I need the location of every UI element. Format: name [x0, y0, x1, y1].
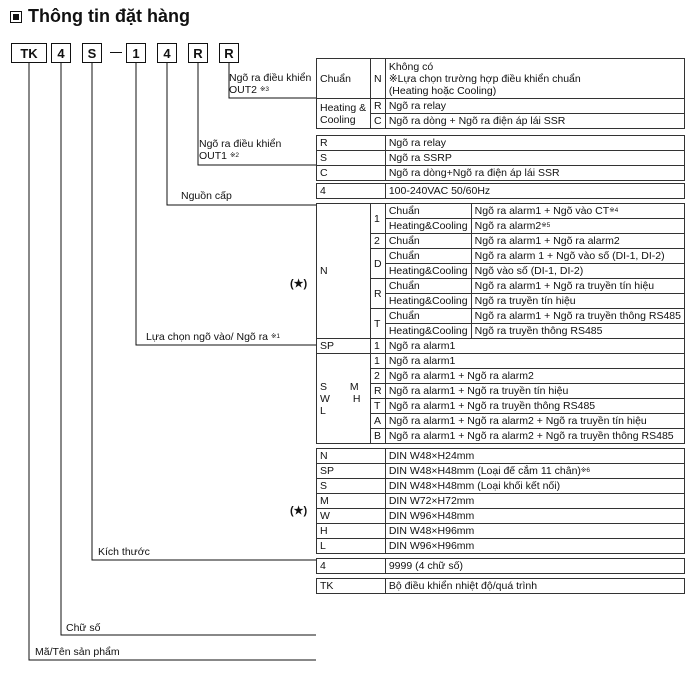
out2-c-code: C	[370, 114, 385, 129]
out2-r-desc: Ngõ ra relay	[385, 99, 684, 114]
power-desc: 100-240VAC 50/60Hz	[385, 184, 684, 199]
table-row	[317, 249, 685, 264]
table-row	[317, 399, 685, 414]
star-marker-io: (★)	[290, 278, 308, 290]
out1-code: R	[317, 136, 386, 151]
table-row	[317, 429, 685, 444]
size-desc: DIN W48×H48mm (Loại đế cắm 11 chân)$^{※6}$	[385, 464, 684, 479]
out1-desc: Ngõ ra SSRP	[385, 151, 684, 166]
table-row	[317, 509, 685, 524]
io-n-std: Chuẩn	[385, 204, 471, 219]
table-row	[317, 234, 685, 249]
table-row	[317, 99, 685, 114]
io-s-code: T	[370, 399, 385, 414]
io-n-std: Chuẩn	[385, 234, 471, 249]
io-s-desc: Ngõ ra alarm1 + Ngõ ra truyền tín hiệu	[385, 384, 684, 399]
out2-c-desc: Ngõ ra dòng + Ngõ ra điện áp lái SSR	[385, 114, 684, 129]
label-io: Lựa chọn ngõ vào/ Ngõ ra $^{※1}$	[146, 331, 281, 343]
io-group-smwhl: S M W H L	[317, 354, 371, 444]
size-desc: DIN W48×H96mm	[385, 524, 684, 539]
io-n-code: 2	[370, 234, 385, 249]
star-marker-size: (★)	[290, 505, 308, 517]
io-n-hc: Heating&Cooling	[385, 264, 471, 279]
io-s-desc: Ngõ ra alarm1 + Ngõ ra alarm2	[385, 369, 684, 384]
io-n-hc-desc: Ngõ ra truyền tín hiệu	[471, 294, 684, 309]
out2-r-code: R	[370, 99, 385, 114]
code-box-size: S	[82, 43, 102, 63]
io-s-desc: Ngõ ra alarm1 + Ngõ ra truyền thông RS485	[385, 399, 684, 414]
table-row	[317, 279, 685, 294]
io-n-hc-desc: Ngõ vào số (DI-1, DI-2)	[471, 264, 684, 279]
table-row	[317, 414, 685, 429]
io-group-sp: SP	[317, 339, 371, 354]
out1-desc: Ngõ ra relay	[385, 136, 684, 151]
size-code: H	[317, 524, 386, 539]
table-row	[317, 494, 685, 509]
size-code: M	[317, 494, 386, 509]
leader-io	[136, 63, 316, 345]
code-box-model: TK	[11, 43, 47, 63]
size-code: S	[317, 479, 386, 494]
table-row	[317, 204, 685, 219]
label-out2: Ngõ ra điều khiển OUT2 $^{※3}$	[229, 72, 312, 96]
table-row	[317, 449, 685, 464]
label-model: Mã/Tên sản phẩm	[35, 646, 120, 658]
out2-n-desc: Không có ※Lựa chọn trường hợp điều khiển chuẩn (Heating hoặc Cooling)	[385, 59, 684, 99]
model-code: TK	[317, 579, 386, 594]
model-desc: Bộ điều khiển nhiệt độ/quá trình	[385, 579, 684, 594]
io-n-std-desc: Ngõ ra alarm1 + Ngõ vào CT$^{※4}$	[471, 204, 684, 219]
label-out1: Ngõ ra điều khiển OUT1 $^{※2}$	[199, 138, 282, 162]
io-sp-desc: Ngõ ra alarm1	[385, 339, 684, 354]
io-s-code: R	[370, 384, 385, 399]
size-desc: DIN W48×H24mm	[385, 449, 684, 464]
size-code: L	[317, 539, 386, 554]
io-s-code: A	[370, 414, 385, 429]
code-box-io: 1	[126, 43, 146, 63]
io-n-hc-desc: Ngõ ra truyền thông RS485	[471, 324, 684, 339]
table-row	[317, 151, 685, 166]
label-power: Nguồn cấp	[181, 190, 232, 202]
io-group-n: N	[317, 204, 371, 339]
page-title-text: Thông tin đặt hàng	[28, 6, 190, 26]
size-desc: DIN W96×H48mm	[385, 509, 684, 524]
io-n-hc: Heating&Cooling	[385, 219, 471, 234]
io-n-std: Chuẩn	[385, 279, 471, 294]
table-row	[317, 114, 685, 129]
io-n-std-desc: Ngõ ra alarm1 + Ngõ ra truyền thông RS485	[471, 309, 684, 324]
size-code: N	[317, 449, 386, 464]
io-n-code: T	[370, 309, 385, 339]
out1-code: S	[317, 151, 386, 166]
table-row	[317, 479, 685, 494]
io-n-std-desc: Ngõ ra alarm 1 + Ngõ vào số (DI-1, DI-2)	[471, 249, 684, 264]
table-row	[317, 559, 685, 574]
io-s-desc: Ngõ ra alarm1 + Ngõ ra alarm2 + Ngõ ra truyền tín hiệu	[385, 414, 684, 429]
io-s-desc: Ngõ ra alarm1	[385, 354, 684, 369]
table-row	[317, 184, 685, 199]
table-row	[317, 369, 685, 384]
code-box-out1: R	[188, 43, 208, 63]
io-n-std: Chuẩn	[385, 249, 471, 264]
io-n-hc-desc: Ngõ ra alarm2$^{※5}$	[471, 219, 684, 234]
io-n-code: R	[370, 279, 385, 309]
out2-heatcool: Heating & Cooling	[317, 99, 371, 129]
table-row	[317, 354, 685, 369]
size-code: W	[317, 509, 386, 524]
io-s-code: 1	[370, 354, 385, 369]
table-row	[317, 309, 685, 324]
io-s-code: B	[370, 429, 385, 444]
io-n-code: D	[370, 249, 385, 279]
label-size: Kích thước	[98, 546, 150, 558]
out2-standard: Chuẩn	[317, 59, 371, 99]
size-desc: DIN W72×H72mm	[385, 494, 684, 509]
io-n-std: Chuẩn	[385, 309, 471, 324]
table-row	[317, 166, 685, 181]
table-row	[317, 339, 685, 354]
io-s-desc: Ngõ ra alarm1 + Ngõ ra alarm2 + Ngõ ra truyền thông RS485	[385, 429, 684, 444]
table-row	[317, 384, 685, 399]
table-row	[317, 579, 685, 594]
size-desc: DIN W96×H96mm	[385, 539, 684, 554]
code-box-digits: 4	[51, 43, 71, 63]
size-code: SP	[317, 464, 386, 479]
code-box-power: 4	[157, 43, 177, 63]
order-info-table	[316, 58, 685, 594]
table-row	[317, 136, 685, 151]
io-n-hc: Heating&Cooling	[385, 324, 471, 339]
out2-n-code: N	[370, 59, 385, 99]
io-sp-code: 1	[370, 339, 385, 354]
label-digits: Chữ số	[66, 622, 101, 634]
digits-code: 4	[317, 559, 386, 574]
size-desc: DIN W48×H48mm (Loại khối kết nối)	[385, 479, 684, 494]
io-n-hc: Heating&Cooling	[385, 294, 471, 309]
table-row	[317, 464, 685, 479]
digits-desc: 9999 (4 chữ số)	[385, 559, 684, 574]
table-row	[317, 524, 685, 539]
power-code: 4	[317, 184, 386, 199]
io-n-std-desc: Ngõ ra alarm1 + Ngõ ra alarm2	[471, 234, 684, 249]
out1-code: C	[317, 166, 386, 181]
code-box-out2: R	[219, 43, 239, 63]
table-row	[317, 59, 685, 99]
io-n-code: 1	[370, 204, 385, 234]
io-s-code: 2	[370, 369, 385, 384]
table-row	[317, 539, 685, 554]
io-n-std-desc: Ngõ ra alarm1 + Ngõ ra truyền tín hiệu	[471, 279, 684, 294]
out1-desc: Ngõ ra dòng+Ngõ ra điện áp lái SSR	[385, 166, 684, 181]
